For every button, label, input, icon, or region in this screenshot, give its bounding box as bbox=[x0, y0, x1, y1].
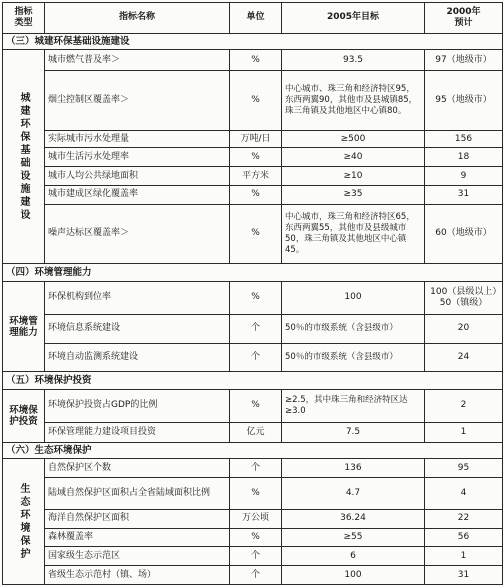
indicator-unit: % bbox=[230, 148, 282, 167]
table-row bbox=[3, 314, 503, 343]
category-label: 城建环保基础设施建设 bbox=[3, 50, 45, 264]
indicator-target: ≥35 bbox=[282, 185, 425, 204]
table-row bbox=[3, 50, 503, 71]
indicator-2000: 56 bbox=[425, 528, 503, 547]
indicator-name: 环保机构到位率 bbox=[45, 281, 230, 314]
indicator-unit: 万吨/日 bbox=[230, 130, 282, 148]
indicator-2000: 31 bbox=[425, 566, 503, 585]
indicator-unit: % bbox=[230, 528, 282, 547]
indicator-2000: 9 bbox=[425, 167, 503, 186]
table-row bbox=[3, 477, 503, 509]
indicator-unit: % bbox=[230, 71, 282, 131]
indicator-name: 自然保护区个数 bbox=[45, 459, 230, 478]
indicator-target: 100 bbox=[282, 566, 425, 585]
indicator-name: 城市生活污水处理率 bbox=[45, 148, 230, 167]
indicator-unit: % bbox=[230, 185, 282, 204]
indicator-name: 海洋自然保护区面积 bbox=[45, 509, 230, 528]
indicator-name: 环境信息系统建设 bbox=[45, 314, 230, 343]
table-row bbox=[3, 547, 503, 566]
indicator-name: 环境自动监测系统建设 bbox=[45, 343, 230, 372]
indicator-target: ≥10 bbox=[282, 167, 425, 186]
indicator-2000: 2 bbox=[425, 389, 503, 422]
indicator-target: 中心城市，珠三角和经济特区65，东西两翼55，其他市及县级城市50，珠三角镇及其他地区中心镇45。 bbox=[282, 204, 425, 264]
indicator-2000: 18 bbox=[425, 148, 503, 167]
category-label: 环境保护投资 bbox=[3, 389, 45, 442]
table-row bbox=[3, 528, 503, 547]
indicator-unit: 个 bbox=[230, 314, 282, 343]
indicator-unit: 亿元 bbox=[230, 422, 282, 442]
indicator-name: 城市建成区绿化覆盖率 bbox=[45, 185, 230, 204]
indicator-2000: 60（地级市） bbox=[425, 204, 503, 264]
indicator-target: ≥40 bbox=[282, 148, 425, 167]
header-name: 指标名称 bbox=[45, 3, 230, 34]
section-title-row bbox=[3, 264, 503, 282]
indicator-2000: 97（地级市） bbox=[425, 50, 503, 71]
table-row bbox=[3, 422, 503, 442]
table-row bbox=[3, 343, 503, 372]
section-title: （六）生态环境保护 bbox=[3, 442, 503, 459]
table-row bbox=[3, 130, 503, 148]
indicator-name: 噪声达标区覆盖率＞ bbox=[45, 204, 230, 264]
indicator-name: 烟尘控制区覆盖率＞ bbox=[45, 71, 230, 131]
indicator-name: 环保管理能力建设项目投资 bbox=[45, 422, 230, 442]
indicator-name: 森林覆盖率 bbox=[45, 528, 230, 547]
header-unit: 单位 bbox=[230, 3, 282, 34]
indicator-name: 陆域自然保护区面积占全省陆域面积比例 bbox=[45, 477, 230, 509]
indicator-2000: 31 bbox=[425, 185, 503, 204]
indicator-target: 100 bbox=[282, 281, 425, 314]
indicator-unit: % bbox=[230, 50, 282, 71]
header-category: 指标 类型 bbox=[3, 3, 45, 34]
indicator-2000: 156 bbox=[425, 130, 503, 148]
indicator-unit: 个 bbox=[230, 547, 282, 566]
indicator-unit: 平方米 bbox=[230, 167, 282, 186]
indicator-2000: 95 bbox=[425, 459, 503, 478]
indicator-target: 7.5 bbox=[282, 422, 425, 442]
section-title-row bbox=[3, 33, 503, 50]
category-label: 生态环境保护 bbox=[3, 459, 45, 585]
table-row bbox=[3, 509, 503, 528]
table-row bbox=[3, 566, 503, 585]
indicator-unit: 个 bbox=[230, 459, 282, 478]
indicator-unit: % bbox=[230, 204, 282, 264]
section-title: （四）环境管理能力 bbox=[3, 264, 503, 282]
indicator-unit: % bbox=[230, 477, 282, 509]
indicator-2000: 1 bbox=[425, 547, 503, 566]
indicator-unit: 个 bbox=[230, 343, 282, 372]
indicator-2000: 1 bbox=[425, 422, 503, 442]
indicator-name: 省级生态示范村（镇、场） bbox=[45, 566, 230, 585]
indicator-name: 城市燃气普及率＞ bbox=[45, 50, 230, 71]
indicator-target: ≥55 bbox=[282, 528, 425, 547]
table-row bbox=[3, 389, 503, 422]
indicator-target: ≥2.5，其中珠三角和经济特区达≥3.0 bbox=[282, 389, 425, 422]
indicator-name: 环境保护投资占GDP的比例 bbox=[45, 389, 230, 422]
indicator-name: 城市人均公共绿地面积 bbox=[45, 167, 230, 186]
indicator-name: 国家级生态示范区 bbox=[45, 547, 230, 566]
category-label: 环境管理能力 bbox=[3, 281, 45, 371]
indicator-target: 6 bbox=[282, 547, 425, 566]
table-row bbox=[3, 71, 503, 131]
indicator-unit: 个 bbox=[230, 566, 282, 585]
indicator-2000: 20 bbox=[425, 314, 503, 343]
table-row bbox=[3, 167, 503, 186]
indicator-target: 50％的市级系统（含县级市） bbox=[282, 343, 425, 372]
indicator-2000: 22 bbox=[425, 509, 503, 528]
indicator-target: 4.7 bbox=[282, 477, 425, 509]
table-row bbox=[3, 148, 503, 167]
section-title-row bbox=[3, 442, 503, 459]
indicator-2000: 100（县级以上）50（镇级） bbox=[425, 281, 503, 314]
section-title-row bbox=[3, 372, 503, 390]
indicator-unit: % bbox=[230, 389, 282, 422]
header-2000: 2000年 预计 bbox=[425, 3, 503, 34]
indicator-unit: % bbox=[230, 281, 282, 314]
table-row bbox=[3, 459, 503, 478]
indicator-target: 50％的市级系统（含县级市） bbox=[282, 314, 425, 343]
section-title: （三）城建环保基础设施建设 bbox=[3, 33, 503, 50]
table-row bbox=[3, 281, 503, 314]
section-title: （五）环境保护投资 bbox=[3, 372, 503, 390]
indicator-table bbox=[2, 2, 503, 585]
indicator-target: 93.5 bbox=[282, 50, 425, 71]
indicator-target: 136 bbox=[282, 459, 425, 478]
header-target: 2005年目标 bbox=[282, 3, 425, 34]
table-row bbox=[3, 185, 503, 204]
indicator-2000: 4 bbox=[425, 477, 503, 509]
header-row bbox=[3, 3, 503, 34]
indicator-unit: 万公顷 bbox=[230, 509, 282, 528]
indicator-target: 36.24 bbox=[282, 509, 425, 528]
indicator-name: 实际城市污水处理量 bbox=[45, 130, 230, 148]
indicator-target: ≥500 bbox=[282, 130, 425, 148]
indicator-target: 中心城市、珠三角和经济特区95，东西两翼90，其他市及县城镇85，珠三角镇及其他地区中心镇80。 bbox=[282, 71, 425, 131]
indicator-2000: 24 bbox=[425, 343, 503, 372]
table-row bbox=[3, 204, 503, 264]
indicator-2000: 95（地级市） bbox=[425, 71, 503, 131]
